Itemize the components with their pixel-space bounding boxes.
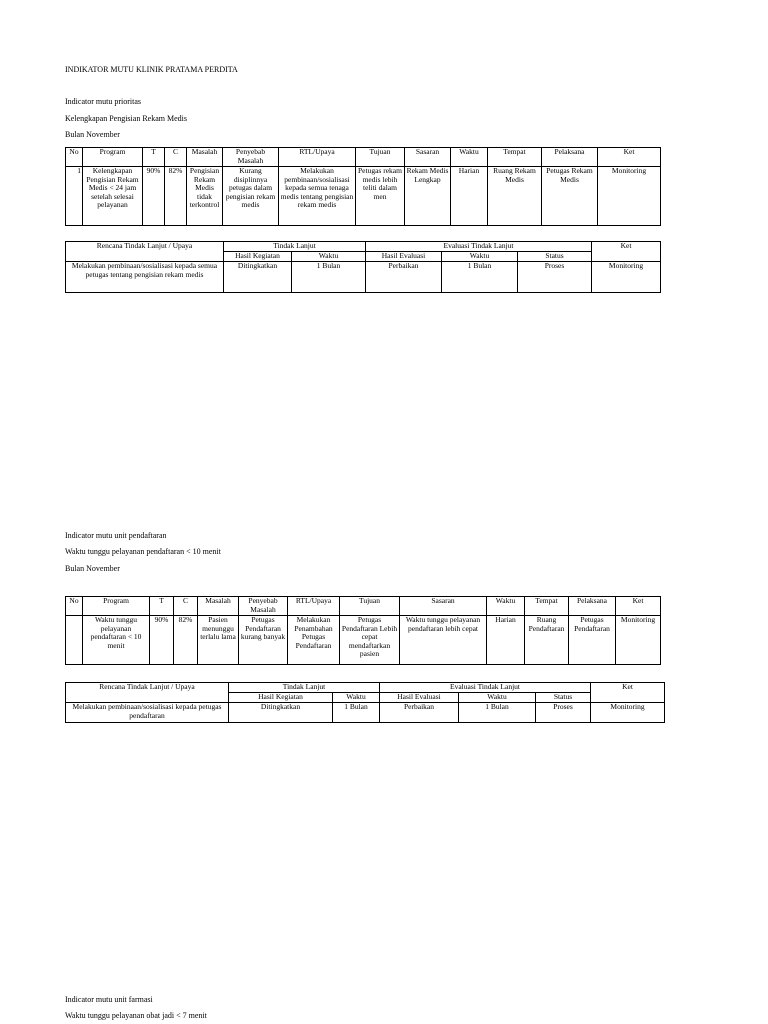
header-tujuan: Tujuan [340,597,400,616]
header-ket: Ket [616,597,661,616]
header-ket: Ket [598,148,661,167]
cell-t: 90% [143,167,165,226]
cell-program: Kelengkapan Pengisian Rekam Medis < 24 jam setelah selesai pelayanan [83,167,143,226]
cell-tempat: Ruang Pendaftaran [525,616,569,665]
cell-waktu: 1 Bulan [292,262,366,293]
header-pelaksana: Pelaksana [542,148,598,167]
cell-c: 82% [174,616,198,665]
header-penyebab: Penyebab Masalah [223,148,279,167]
header-pelaksana: Pelaksana [569,597,616,616]
header-status: Status [536,693,591,703]
header-evaluasi: Evaluasi Tindak Lanjut [366,242,592,252]
cell-no: 1 [66,167,83,226]
cell-penyebab: Petugas Pendaftaran kurang banyak [239,616,288,665]
header-rencana: Rencana Tindak Lanjut / Upaya [66,242,224,262]
header-hasil-kegiatan: Hasil Kegiatan [224,252,292,262]
table-row [66,262,661,293]
cell-hasil-kegiatan: Ditingkatkan [224,262,292,293]
header-program: Program [83,148,143,167]
cell-sasaran: Rekam Medis Lengkap [405,167,451,226]
header-waktu: Waktu [487,597,525,616]
header-c: C [165,148,187,167]
header-sasaran: Sasaran [400,597,487,616]
table-row [66,616,661,665]
header-status: Status [518,252,592,262]
cell-ket: Monitoring [592,262,661,293]
cell-rencana: Melakukan pembinaan/sosialisasi kepada petugas pendaftaran [66,703,229,723]
cell-rencana: Melakukan pembinaan/sosialisasi kepada semua petugas tentang pengisian rekam medis [66,262,224,293]
table-row [66,703,665,723]
header-evaluasi: Evaluasi Tindak Lanjut [380,683,591,693]
header-tempat: Tempat [525,597,569,616]
header-masalah: Masalah [198,597,239,616]
cell-pelaksana: Petugas Pendaftaran [569,616,616,665]
header-t: T [143,148,165,167]
cell-masalah: Pengisian Rekam Medis tidak terkontrol [187,167,223,226]
header-tujuan: Tujuan [356,148,405,167]
section1-subheading: Kelengkapan Pengisian Rekam Medis [65,114,187,123]
header-t: T [150,597,174,616]
header-masalah: Masalah [187,148,223,167]
cell-c: 82% [165,167,187,226]
cell-ket: Monitoring [598,167,661,226]
cell-no [66,616,83,665]
header-waktu: Waktu [333,693,380,703]
cell-masalah: Pasien menunggu terlalu lama [198,616,239,665]
section1-heading: Indicator mutu prioritas [65,97,141,106]
header-penyebab: Penyebab Masalah [239,597,288,616]
cell-tujuan: Petugas rekam medis lebih teliti dalam men [356,167,405,226]
header-rtl: RTL/Upaya [288,597,340,616]
cell-sasaran: Waktu tunggu pelayanan pendaftaran lebih cepat [400,616,487,665]
section1-month: Bulan November [65,130,120,139]
cell-waktu: Harian [487,616,525,665]
section2-month: Bulan November [65,564,120,573]
header-no: No [66,148,83,167]
header-ket: Ket [592,242,661,262]
cell-tempat: Ruang Rekam Medis [488,167,542,226]
cell-hasil-evaluasi: Perbaikan [366,262,442,293]
cell-ket: Monitoring [591,703,665,723]
section3-subheading: Waktu tunggu pelayanan obat jadi < 7 menit [65,1011,207,1020]
header-sasaran: Sasaran [405,148,451,167]
cell-rtl: Melakukan pembinaan/sosialisasi kepada semua tenaga medis tentang pengisian rekam medis [279,167,356,226]
table-header-row [66,597,661,616]
cell-tujuan: Petugas Pendaftaran Lebih cepat mendaftarkan pasien [340,616,400,665]
table-row [66,167,661,226]
section2-subheading: Waktu tunggu pelayanan pendaftaran < 10 menit [65,547,221,556]
header-tindak-lanjut: Tindak Lanjut [224,242,366,252]
cell-status: Proses [518,262,592,293]
header-hasil-evaluasi: Hasil Evaluasi [380,693,459,703]
header-tempat: Tempat [488,148,542,167]
cell-rtl: Melakukan Penambahan Petugas Pendaftaran [288,616,340,665]
header-rtl: RTL/Upaya [279,148,356,167]
header-program: Program [83,597,150,616]
header-ket: Ket [591,683,665,703]
cell-penyebab: Kurang disiplinnya petugas dalam pengisian rekam medis [223,167,279,226]
cell-hasil-kegiatan: Ditingkatkan [229,703,333,723]
document-title: INDIKATOR MUTU KLINIK PRATAMA PERDITA [65,65,238,74]
header-waktu-evaluasi: Waktu [459,693,536,703]
cell-program: Waktu tunggu pelayanan pendaftaran < 10 menit [83,616,150,665]
cell-t: 90% [150,616,174,665]
header-hasil-kegiatan: Hasil Kegiatan [229,693,333,703]
cell-status: Proses [536,703,591,723]
section3-heading: Indicator mutu unit farmasi [65,995,153,1004]
cell-hasil-evaluasi: Perbaikan [380,703,459,723]
section1-followup-table [65,241,661,293]
header-hasil-evaluasi: Hasil Evaluasi [366,252,442,262]
cell-pelaksana: Petugas Rekam Medis [542,167,598,226]
cell-waktu-evaluasi: 1 Bulan [442,262,518,293]
header-tindak-lanjut: Tindak Lanjut [229,683,380,693]
table-header-row [66,148,661,167]
cell-waktu: 1 Bulan [333,703,380,723]
cell-ket: Monitoring [616,616,661,665]
header-no: No [66,597,83,616]
section2-heading: Indicator mutu unit pendaftaran [65,531,167,540]
header-waktu: Waktu [451,148,488,167]
header-waktu: Waktu [292,252,366,262]
cell-waktu-evaluasi: 1 Bulan [459,703,536,723]
section2-followup-table [65,682,665,723]
header-c: C [174,597,198,616]
section1-indicator-table [65,147,661,226]
header-waktu-evaluasi: Waktu [442,252,518,262]
section2-indicator-table [65,596,661,665]
cell-waktu: Harian [451,167,488,226]
header-rencana: Rencana Tindak Lanjut / Upaya [66,683,229,703]
